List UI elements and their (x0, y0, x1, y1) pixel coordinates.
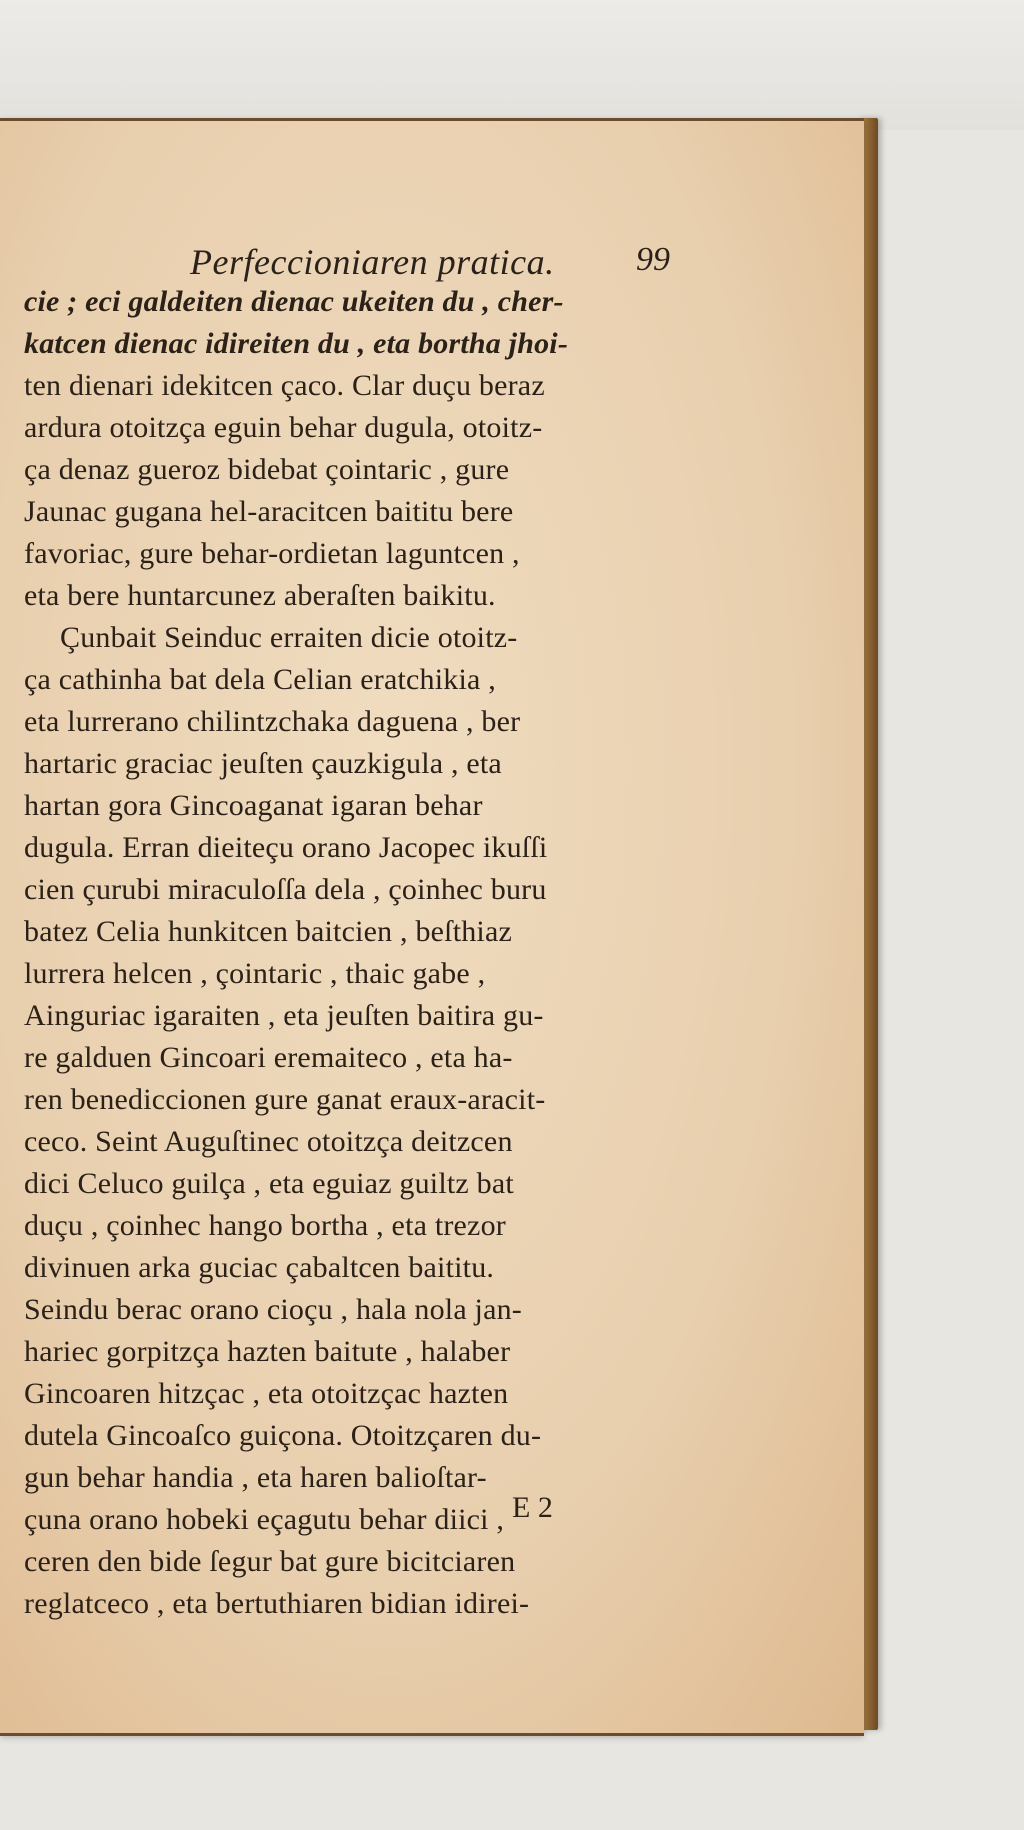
text-line: ardura otoitzça eguin behar dugula, otoitz- (24, 411, 543, 444)
text-line: reglatceco , eta bertuthiaren bidian idirei- (24, 1587, 530, 1620)
text-line: eta lurrerano chilintzchaka daguena , ber (24, 705, 521, 738)
body-text (24, 281, 680, 1625)
signature-mark: E 2 (512, 1491, 553, 1524)
text-line: lurrera helcen , çointaric , thaic gabe , (24, 957, 486, 990)
page-number: 99 (636, 241, 670, 278)
text-line: ceco. Seint Auguſtinec otoitzça deitzcen (24, 1125, 513, 1158)
text-line: divinuen arka guciac çabaltcen baititu. (24, 1251, 495, 1284)
text-line: dutela Gincoaſco guiçona. Otoitzçaren du- (24, 1419, 542, 1452)
text-line: ça cathinha bat dela Celian eratchikia , (24, 663, 496, 696)
text-line: Seindu berac orano cioçu , hala nola jan- (24, 1293, 522, 1326)
text-line: Gincoaren hitzçac , eta otoitzçac hazten (24, 1377, 509, 1410)
text-line: çuna orano hobeki eçagutu behar diici , (24, 1503, 505, 1536)
running-head: Perfeccioniaren pratica. (190, 242, 555, 282)
text-line: katcen dienac idireiten du , eta bortha jhoi- (24, 327, 569, 360)
text-line: ren benediccionen gure ganat eraux-aracit- (24, 1083, 546, 1116)
text-line: cien çurubi miraculoſſa dela , çoinhec buru (24, 873, 547, 906)
text-line: favoriac, gure behar-ordietan laguntcen , (24, 537, 520, 570)
text-line: dici Celuco guilça , eta eguiaz guiltz bat (24, 1167, 514, 1200)
background (0, 0, 1024, 130)
text-line: hariec gorpitzça hazten baitute , halaber (24, 1335, 511, 1368)
text-line: re galduen Gincoari eremaiteco , eta ha- (24, 1041, 513, 1074)
text-line: cie ; eci galdeiten dienac ukeiten du , cher- (24, 285, 564, 318)
text-line: gun behar handia , eta haren balioſtar- (24, 1461, 487, 1494)
text-line: hartan gora Gincoaganat igaran behar (24, 789, 483, 822)
text-line: ten dienari idekitcen çaco. Clar duçu beraz (24, 369, 545, 402)
text-line: Ainguriac igaraiten , eta jeuſten baitira gu- (24, 999, 544, 1032)
book-page (0, 118, 864, 1736)
text-line: Çunbait Seinduc erraiten dicie otoitz- (60, 621, 518, 654)
text-line: batez Celia hunkitcen baitcien , beſthiaz (24, 915, 512, 948)
text-line: hartaric graciac jeuſten çauzkigula , eta (24, 747, 502, 780)
text-line: Jaunac gugana hel-aracitcen baititu bere (24, 495, 514, 528)
text-line: duçu , çoinhec hango bortha , eta trezor (24, 1209, 506, 1242)
text-line: ça denaz gueroz bidebat çointaric , gure (24, 453, 510, 486)
text-line: ceren den bide ſegur bat gure bicitciaren (24, 1545, 516, 1578)
text-line: dugula. Erran dieiteçu orano Jacopec ikuſſi (24, 831, 548, 864)
text-line: eta bere huntarcunez aberaſten baikitu. (24, 579, 496, 612)
